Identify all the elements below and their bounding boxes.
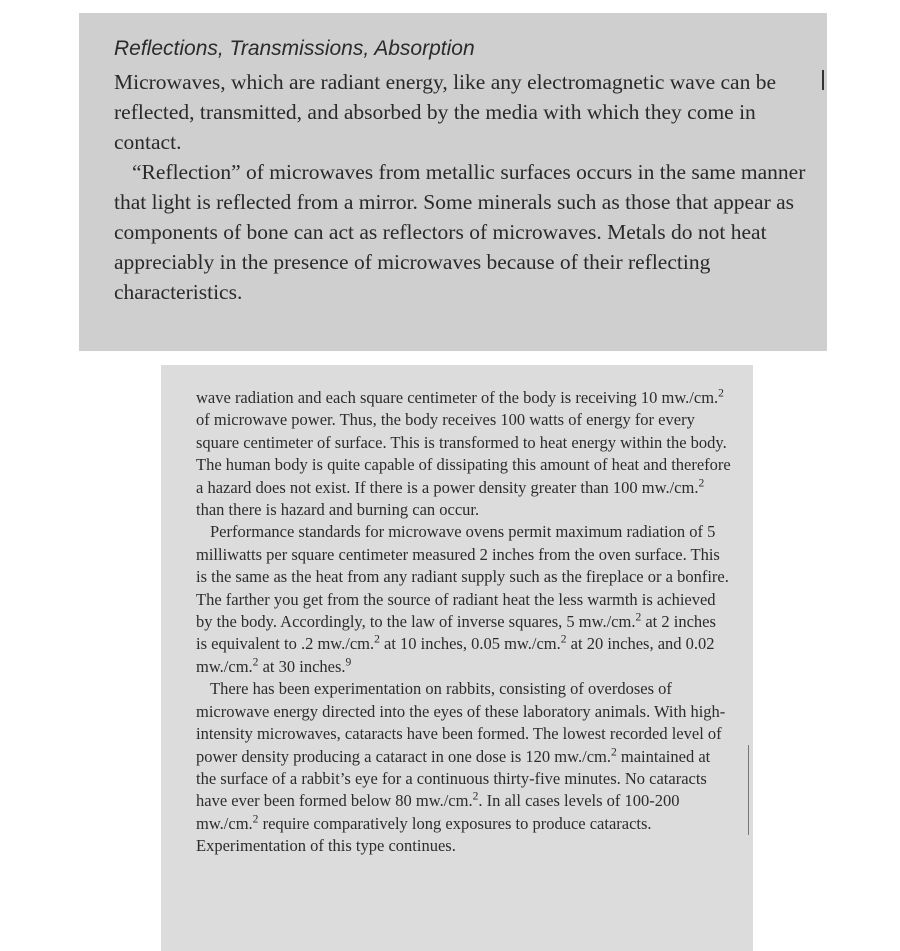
footnote-marker: 9 [345,656,352,669]
section-heading: Reflections, Transmissions, Absorption [114,37,475,60]
page-excerpt-top [79,13,827,351]
page-binding-line [748,745,749,835]
paragraph-performance-standards: Performance standards for microwave ovens permit maximum radiation of 5 milliwatts per square centimeter measured 2 inches from the oven surface. This is the same as the heat from any radiant supply such as the fireplace or a bonfire. The farther you get from the source of radiant heat the less warmth is achieved by the body. Accordingly, to the law of inverse squares, 5 mw./cm.$^2$ at 2 inches is equivalent to .2 mw./cm.$^2$ at 10 inches, 0.05 mw./cm.$^2$ at 20 inches, and 0.02 mw./cm.$^2$ at 30 inches.$^9$ [196,522,729,676]
page-edge-mark [822,70,824,90]
paragraph-body-power: wave radiation and each square centimeter of the body is receiving 10 mw./cm.$^2$ of microwave power. Thus, the body receives 100 watts of energy for every square centimeter of surface. This is transformed to heat energy within the body. The human body is quite capable of dissipating this amount of heat and therefore a hazard does not exist. If there is a power density greater than 100 mw./cm.$^2$ than there is hazard and burning can occur. [196,387,731,520]
paragraph-rabbit-experiments: There has been experimentation on rabbits, consisting of overdoses of microwave energy directed into the eyes of these laboratory animals. With high-intensity microwaves, cataracts have been formed. The lowest recorded level of power density producing a cataract in one dose is 120 mw./cm.$^2$ maintained at the surface of a rabbit’s eye for a continuous thirty-five minutes. No cataracts have ever been formed below 80 mw./cm.$^2$. In all cases levels of 100-200 mw./cm.$^2$ require comparatively long exposures to produce cataracts. Experimentation of this type continues. [196,679,726,856]
paragraph-reflection: “Reflection” of microwaves from metallic surfaces occurs in the same manner that light is reflected from a mirror. Some minerals such as those that appear as components of bone can act as reflectors of microwaves. Metals do not heat appreciably in the presence of microwaves because of their reflecting characteristics. [114,160,806,304]
paragraph-microwaves: Microwaves, which are radiant energy, like any electromagnetic wave can be reflected, transmitted, and absorbed by the media with which they come in contact. [114,70,777,154]
page-excerpt-bottom [161,365,753,951]
